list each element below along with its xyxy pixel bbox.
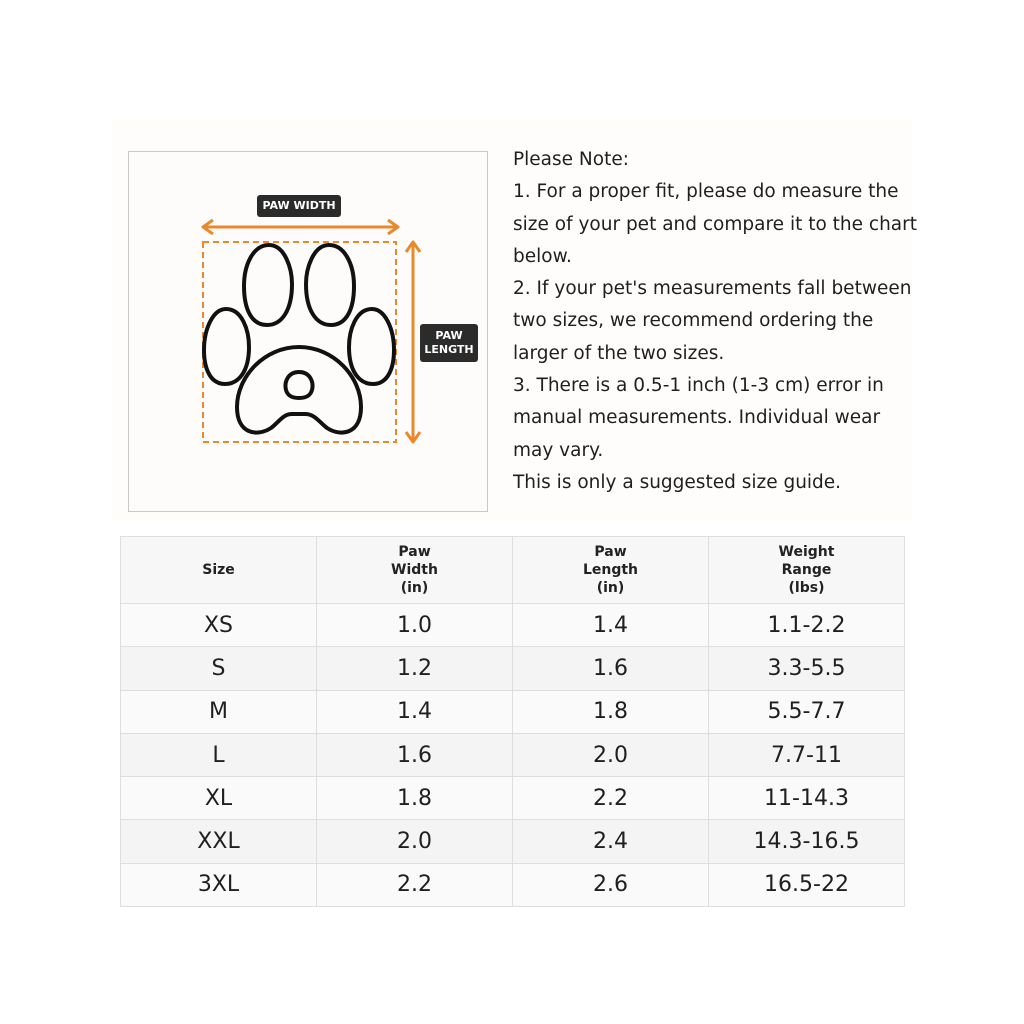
cell-paw-length: 1.8 <box>513 690 709 733</box>
note-line: This is only a suggested size guide. <box>513 471 842 493</box>
note-line: 1. For a proper fit, please do measure the <box>513 181 899 203</box>
note-line: 3. There is a 0.5-1 inch (1-3 cm) error in <box>513 375 884 397</box>
header-text: Size <box>202 562 235 578</box>
header-text: Weight <box>778 544 835 560</box>
cell-paw-length: 2.4 <box>513 820 709 863</box>
cell-weight-range: 7.7-11 <box>709 733 905 776</box>
note-line: Please Note: <box>513 149 629 170</box>
cell-weight-range: 5.5-7.7 <box>709 690 905 733</box>
table-row <box>121 820 905 863</box>
cell-paw-width: 2.0 <box>317 820 513 863</box>
cell-weight-range: 16.5-22 <box>709 863 905 906</box>
header-size <box>121 537 317 604</box>
paw-length-label <box>420 324 478 362</box>
cell-size: XL <box>121 777 317 820</box>
cell-size: XS <box>121 604 317 647</box>
note-line: below. <box>513 245 572 267</box>
cell-paw-length: 2.2 <box>513 777 709 820</box>
header-weight-range <box>709 537 905 604</box>
paw-width-label: PAW WIDTH <box>257 195 341 217</box>
cell-paw-width: 1.8 <box>317 777 513 820</box>
cell-size: S <box>121 647 317 690</box>
cell-size: L <box>121 733 317 776</box>
cell-paw-width: 1.6 <box>317 733 513 776</box>
table-row <box>121 777 905 820</box>
paw-length-label-line2: LENGTH <box>424 343 474 356</box>
toe-pad-inner-right <box>306 245 354 325</box>
header-paw-width <box>317 537 513 604</box>
note-line: size of your pet and compare it to the chart <box>513 213 918 235</box>
cell-weight-range: 1.1-2.2 <box>709 604 905 647</box>
header-text: Length <box>582 562 639 578</box>
note-line: larger of the two sizes. <box>513 342 725 364</box>
cell-weight-range: 14.3-16.5 <box>709 820 905 863</box>
cell-paw-width: 2.2 <box>317 863 513 906</box>
table-row <box>121 863 905 906</box>
toe-pad-outer-left <box>204 309 249 384</box>
note-line: manual measurements. Individual wear <box>513 407 881 429</box>
cell-weight-range: 3.3-5.5 <box>709 647 905 690</box>
cell-paw-length: 2.0 <box>513 733 709 776</box>
note-line: two sizes, we recommend ordering the <box>513 310 874 332</box>
cell-paw-width: 1.0 <box>317 604 513 647</box>
header-text: (in) <box>596 580 625 596</box>
main-pad <box>237 347 361 433</box>
header-paw-length <box>513 537 709 604</box>
width-arrow <box>203 220 398 234</box>
cell-paw-width: 1.4 <box>317 690 513 733</box>
header-text: (lbs) <box>788 580 825 596</box>
header-text: Paw <box>594 544 627 560</box>
cell-size: M <box>121 690 317 733</box>
cell-weight-range: 11-14.3 <box>709 777 905 820</box>
table-row <box>121 647 905 690</box>
header-text: Paw <box>398 544 431 560</box>
main-pad-center <box>286 372 313 398</box>
length-arrow <box>406 242 420 442</box>
cell-paw-width: 1.2 <box>317 647 513 690</box>
toe-pad-outer-right <box>349 309 394 384</box>
cell-paw-length: 1.6 <box>513 647 709 690</box>
note-line: may vary. <box>513 439 604 461</box>
cell-size: 3XL <box>121 863 317 906</box>
paw-length-label-line1: PAW <box>435 329 463 342</box>
table-row <box>121 604 905 647</box>
table-header-row <box>121 537 905 604</box>
size-chart-table <box>120 536 905 907</box>
cell-paw-length: 1.4 <box>513 604 709 647</box>
header-text: Range <box>781 562 832 578</box>
cell-paw-length: 2.6 <box>513 863 709 906</box>
size-note <box>513 144 918 499</box>
header-text: (in) <box>400 580 429 596</box>
header-text: Width <box>391 562 438 578</box>
table-row <box>121 690 905 733</box>
table-row <box>121 733 905 776</box>
paw-measurement-diagram <box>128 151 488 512</box>
cell-size: XXL <box>121 820 317 863</box>
note-line: 2. If your pet's measurements fall between <box>513 278 912 300</box>
toe-pad-inner-left <box>244 245 292 325</box>
